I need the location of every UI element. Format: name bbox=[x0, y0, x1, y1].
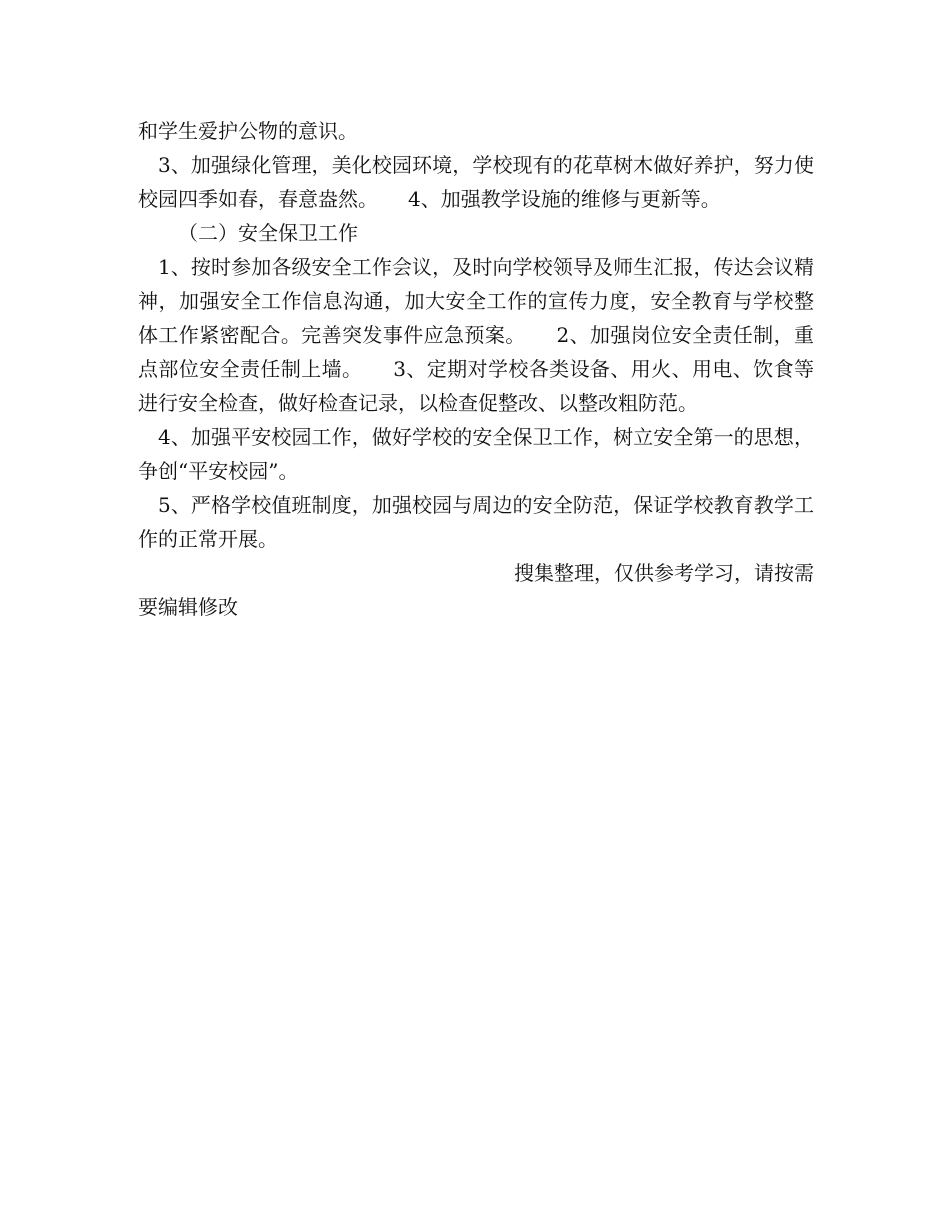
paragraph-continuation: 和学生爱护公物的意识。 bbox=[138, 119, 358, 143]
footer-note-line1: 搜集整理，仅供参考学习，请按需 bbox=[514, 561, 814, 585]
paragraph-safe-campus: 4、加强平安校园工作，做好学校的安全保卫工作，树立安全第一的思想，争创“平安校园”。 bbox=[138, 425, 814, 483]
paragraph-greening: 3、加强绿化管理，美化校园环境，学校现有的花草树木做好养护，努力使校园四季如春，春意盎然。 4、加强教学设施的维修与更新等。 bbox=[138, 153, 814, 211]
section-heading-security: （二）安全保卫工作 bbox=[178, 221, 358, 245]
footer-note-line2: 要编辑修改 bbox=[138, 595, 238, 619]
paragraph-security-meetings: 1、按时参加各级安全工作会议，及时向学校领导及师生汇报，传达会议精神，加强安全工作信息沟通，加大安全工作的宣传力度，安全教育与学校整体工作紧密配合。完善突发事件应急预案。 2、加强岗位安全责任制，重点部位安全责任制上墙。 3、定期对学校各类设备、用火、用电、饮食等进行安全检查，做好检查记录，以检查促整改、以整改粗防范。 bbox=[138, 255, 814, 415]
document-body bbox=[138, 114, 814, 624]
paragraph-duty-system: 5、严格学校值班制度，加强校园与周边的安全防范，保证学校教育教学工作的正常开展。 bbox=[138, 493, 814, 551]
